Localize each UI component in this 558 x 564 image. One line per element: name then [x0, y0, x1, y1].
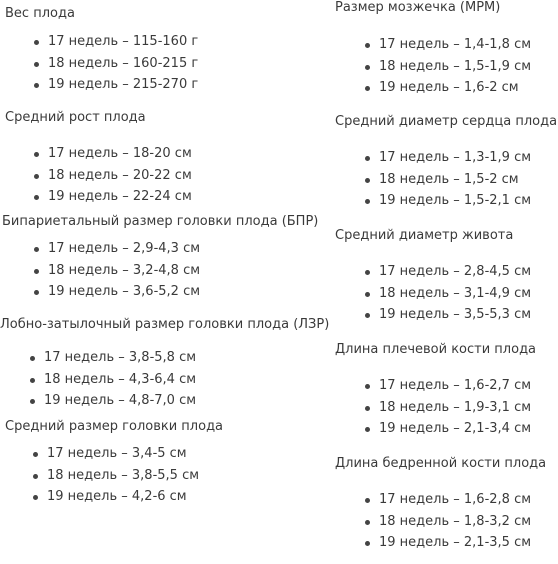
section-title: Средний рост плода [5, 110, 146, 125]
value-list [32, 34, 198, 99]
section-title: Длина бедренной кости плода [335, 456, 547, 471]
section-cerebellum-size [335, 0, 531, 102]
list-item: 18 недель – 1,5-2 см [363, 172, 557, 194]
list-item: 17 недель – 1,6-2,7 см [363, 378, 536, 400]
list-item: 18 недель – 3,1-4,9 см [363, 286, 531, 308]
value-list [363, 492, 546, 557]
list-item: 19 недель – 4,2-6 см [31, 489, 223, 511]
list-item: 18 недель – 3,8-5,5 см [31, 468, 223, 490]
list-item: 18 недель – 1,5-1,9 см [363, 59, 531, 81]
section-title: Средний размер головки плода [5, 419, 224, 434]
value-list [363, 264, 531, 329]
section-fronto-occipital-size [0, 317, 329, 415]
list-item: 17 недель – 2,9-4,3 см [32, 241, 318, 263]
value-list [363, 37, 531, 102]
section-fetal-height [5, 110, 192, 211]
list-item: 17 недель – 1,4-1,8 см [363, 37, 531, 59]
section-heart-diameter [335, 114, 557, 215]
list-item: 19 недель – 2,1-3,5 см [363, 535, 546, 557]
list-item: 18 недель – 1,9-3,1 см [363, 400, 536, 422]
value-list [32, 241, 318, 306]
list-item: 17 недель – 3,4-5 см [31, 446, 223, 468]
list-item: 17 недель – 1,6-2,8 см [363, 492, 546, 514]
value-list [363, 378, 536, 443]
value-list [28, 350, 329, 415]
list-item: 18 недель – 20-22 см [32, 168, 192, 190]
section-title: Средний диаметр сердца плода [335, 114, 558, 129]
section-head-size [5, 419, 223, 511]
list-item: 19 недель – 1,6-2 см [363, 80, 531, 102]
value-list [31, 446, 223, 511]
section-biparietal-size [2, 214, 318, 306]
list-item: 19 недель – 3,5-5,3 см [363, 307, 531, 329]
list-item: 19 недель – 4,8-7,0 см [28, 393, 329, 415]
section-humerus-length [335, 342, 536, 443]
list-item: 17 недель – 18-20 см [32, 146, 192, 168]
section-title: Лобно-затылочный размер головки плода (ЛЗР) [0, 317, 330, 332]
list-item: 17 недель – 3,8-5,8 см [28, 350, 329, 372]
list-item: 17 недель – 2,8-4,5 см [363, 264, 531, 286]
section-title: Размер мозжечка (МРМ) [335, 0, 501, 15]
list-item: 19 недель – 1,5-2,1 см [363, 193, 557, 215]
section-abdomen-diameter [335, 228, 531, 329]
list-item: 19 недель – 3,6-5,2 см [32, 284, 318, 306]
value-list [363, 150, 557, 215]
list-item: 18 недель – 1,8-3,2 см [363, 514, 546, 536]
section-title: Длина плечевой кости плода [335, 342, 537, 357]
section-title: Вес плода [5, 6, 75, 21]
list-item: 19 недель – 2,1-3,4 см [363, 421, 536, 443]
section-title: Бипариетальный размер головки плода (БПР) [2, 214, 319, 229]
list-item: 17 недель – 115-160 г [32, 34, 198, 56]
list-item: 19 недель – 22-24 см [32, 189, 192, 211]
list-item: 18 недель – 160-215 г [32, 56, 198, 78]
section-fetal-weight [5, 6, 198, 99]
list-item: 19 недель – 215-270 г [32, 77, 198, 99]
list-item: 18 недель – 3,2-4,8 см [32, 263, 318, 285]
list-item: 18 недель – 4,3-6,4 см [28, 372, 329, 394]
section-femur-length [335, 456, 546, 557]
section-title: Средний диаметр живота [335, 228, 514, 243]
list-item: 17 недель – 1,3-1,9 см [363, 150, 557, 172]
value-list [32, 146, 192, 211]
